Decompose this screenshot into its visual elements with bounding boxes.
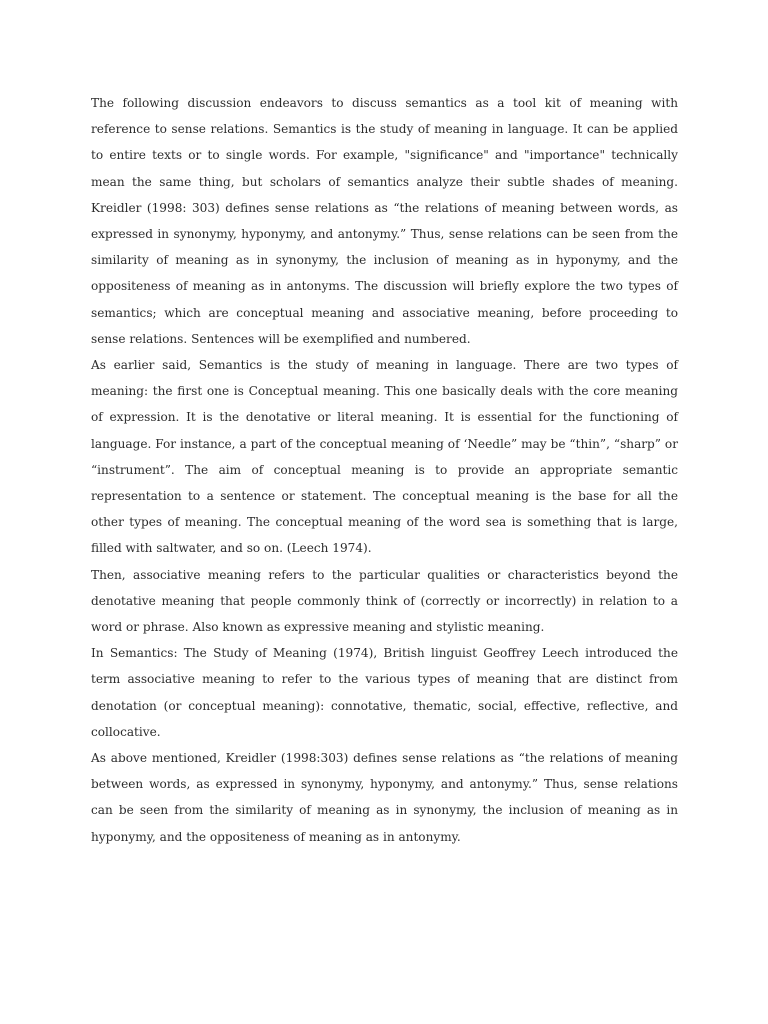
paragraph-conceptual-meaning: As earlier said, Semantics is the study of meaning in language. There are two types of meaning: the first one is Conceptual meaning. This one basically deals with the core meaning of expression. It is the denotative or literal meaning. It is essential for the functioning of language. For instance, a part of the conceptual meaning of ‘Needle” may be “thin”, “sharp” or “instrument”. The aim of conceptual meaning is to provide an appropriate semantic representation to a sentence or statement. The conceptual meaning is the base for all the other types of meaning. The conceptual meaning of the word sea is something that is large, filled with saltwater, and so on. (Leech 1974).	[91, 358, 678, 556]
paragraph-associative-meaning: Then, associative meaning refers to the particular qualities or characteristics beyond the denotative meaning that people commonly think of (correctly or incorrectly) in relation to a word or phrase. Also known as expressive meaning and stylistic meaning.	[91, 567, 678, 635]
paragraph-leech-associative: In Semantics: The Study of Meaning (1974), British linguist Geoffrey Leech introduced the term associative meaning to refer to the various types of meaning that are distinct from denotation (or conceptual meaning): connotative, thematic, social, effective, reflective, and collocative.	[91, 646, 678, 739]
paragraph-introduction: The following discussion endeavors to discuss semantics as a tool kit of meaning with reference to sense relations. Semantics is the study of meaning in language. It can be applied to entire texts or to single words. For example, "significance" and "importance" technically mean the same thing, but scholars of semantics analyze their subtle shades of meaning. Kreidler (1998: 303) defines sense relations as “the relations of meaning between words, as expressed in synonymy, hyponymy, and antonymy.” Thus, sense relations can be seen from the similarity of meaning as in synonymy, the inclusion of meaning as in hyponymy, and the oppositeness of meaning as in antonyms. The discussion will briefly explore the two types of semantics; which are conceptual meaning and associative meaning, before proceeding to sense relations. Sentences will be exemplified and numbered.	[91, 96, 678, 346]
document-body	[91, 90, 678, 850]
paragraph-sense-relations: As above mentioned, Kreidler (1998:303) defines sense relations as “the relations of meaning between words, as expressed in synonymy, hyponymy, and antonymy.” Thus, sense relations can be seen from the similarity of meaning as in synonymy, the inclusion of meaning as in hyponymy, and the oppositeness of meaning as in antonymy.	[91, 751, 678, 844]
